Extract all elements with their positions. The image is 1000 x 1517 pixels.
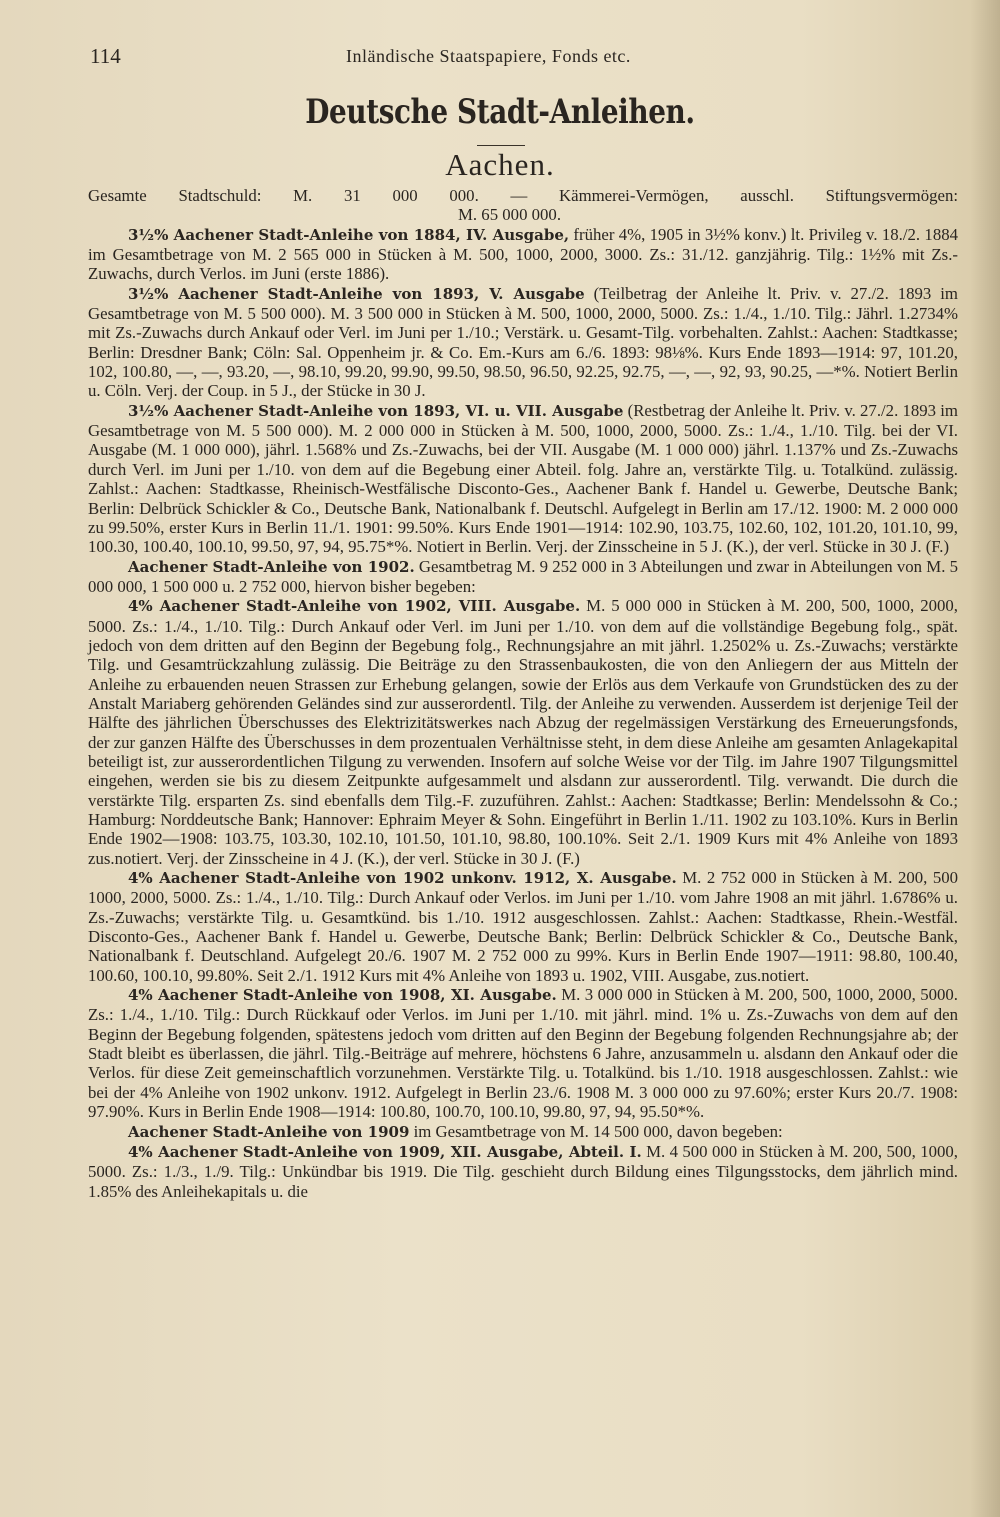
bond-entry — [88, 557, 958, 597]
bond-entry — [88, 401, 958, 557]
page-number: 114 — [90, 44, 121, 68]
debt-summary-continuation: M. 65 000 000. — [458, 205, 562, 225]
bond-entry-text: (Restbetrag der Anleihe lt. Priv. v. 27./2. 1893 im Gesamtbetrage von M. 5 500 000). M. 2 000 000 in Stücken à M. 500, 1000, 2000, 5000. Zs.: 1./4., 1./10. Tilg. bei der VI. Ausgabe (M. 1 000 000), jährl. 1.568% und Zs.-Zuwachs, bei der VII. Ausgabe (M. 1 000 000) jährl. 1.137% und Zs.-Zuwachs durch Verl. im Juni per 1./10. von dem auf die Begebung einer Abteil. folg. Jahre an, verstärkte Tilg. u. Totalkünd. zulässig. Zahlst.: Aachen: Stadtkasse, Rheinisch-Westfälische Disconto-Ges., Aachener Bank f. Handel u. Gewerbe, Deutsche Bank; Berlin: Delbrück Schickler & Co., Deutsche Bank, Nationalbank f. Deutschl. Aufgelegt in Berlin am 17./12. 1900: M. 2 000 000 zu 99.50%, erster Kurs in Berlin 11./1. 1901: 99.50%. Kurs Ende 1901—1914: 102.90, 103.75, 102.60, 102, 101.20, 101.10, 99, 100.30, 100.40, 100.10, 99.50, 97, 94, 95.75*%. Notiert in Berlin. Verj. der Zinsscheine in 5 J. (K.), der verl. Stücke in 30 J. (F.) — [88, 400, 958, 557]
debt-summary-line: Gesamte Stadtschuld: M. 31 000 000. — Kämmerei-Vermögen, ausschl. Stiftungsvermögen: — [88, 186, 958, 205]
bond-entry-text: (Teilbetrag der Anleihe lt. Priv. v. 27./2. 1893 im Gesamtbetrage von M. 5 500 000). M. 3 500 000 in Stücken à M. 500, 1000, 2000, 5000. Zs.: 1./4., 1./10. Tilg.: Jährl. 1.2734% mit Zs.-Zuwachs durch Ankauf oder Verl. im Juni per 1./10.; Verstärk. u. Gesamt-Tilg. vorbehalten. Zahlst.: Aachen: Stadtkasse; Berlin: Dresdner Bank; Cöln: Sal. Oppenheim jr. & Co. Em.-Kurs am 6./6. 1893: 98⅛%. Kurs Ende 1893—1914: 97, 101.20, 102, 100.80, —, —, 93.20, —, 98.10, 99.20, 99.90, 99.50, 98.50, 96.50, 92.25, 92.75, —, —, 92, 93, 90.25, —*%. Notiert Berlin u. Cöln. Verj. der Coup. in 5 J., der Stücke in 30 J. — [88, 283, 958, 401]
bond-entry-title: 4% Aachener Stadt-Anleihe von 1909, XII. Ausgabe, Abteil. I. — [128, 1142, 642, 1161]
bond-entry-text: früher 4%, 1905 in 3½% konv.) lt. Privileg v. 18./2. 1884 im Gesamtbetrage von M. 2 565 000 in Stücken à M. 500, 1000, 2000, 3000. Zs.: 31./12. ganzjährig. Tilg.: 1½% mit Zs.-Zuwachs, durch Verlos. im Juni (erste 1886). — [88, 224, 958, 284]
running-title: Inländische Staatspapiere, Fonds etc. — [346, 46, 631, 66]
city-heading: Aachen. — [445, 147, 555, 182]
bond-entry-title: Aachener Stadt-Anleihe von 1902. — [128, 557, 415, 576]
title-rule — [477, 145, 525, 146]
bond-entry-title: 3½% Aachener Stadt-Anleihe von 1884, IV. Ausgabe, — [128, 225, 570, 244]
bond-entry-text: im Gesamtbetrage von M. 14 500 000, davon begeben: — [409, 1121, 783, 1141]
bond-entry-title: 4% Aachener Stadt-Anleihe von 1902 unkonv. 1912, X. Ausgabe. — [128, 869, 677, 888]
bond-entry — [88, 596, 958, 868]
bond-entry-title: 4% Aachener Stadt-Anleihe von 1902, VIII. Ausgabe. — [128, 597, 581, 616]
bond-entry-title: Aachener Stadt-Anleihe von 1909 — [128, 1122, 410, 1141]
page-spine-shadow — [970, 0, 1000, 1517]
bond-entry — [88, 985, 958, 1121]
bond-entry-title: 3½% Aachener Stadt-Anleihe von 1893, VI. u. VII. Ausgabe — [128, 401, 624, 420]
bond-entry-text: M. 3 000 000 in Stücken à M. 200, 500, 1000, 2000, 5000. Zs.: 1./4., 1./10. Tilg.: Durch Rückkauf oder Verlos. im Juni per 1./10. mit jährl. mind. 1% u. Zs.-Zuwachs von dem auf den Beginn der Begebung folgenden, spätestens jedoch vom dritten auf den Beginn der Begebung folgenden Rechnungsjahre ab; der Stadt bleibt es überlassen, die jährl. Tilg.-Beiträge auf mehrere, höchstens 6 Jahre, anzusammeln u. alsdann den Ankauf oder die Verlos. für diese Zeit gemeinschaftlich vorzunehmen. Verstärkte Tilg. u. Totalkünd. bis 1./10. 1918 ausgeschlossen. Zahlst.: wie bei der 4% Anleihe von 1902 unkonv. 1912. Aufgelegt in Berlin 23./6. 1908 M. 3 000 000 zu 97.60%; erster Kurs 20./7. 1908: 97.90%. Kurs in Berlin Ende 1908—1914: 100.80, 100.70, 100.10, 99.80, 97, 94, 95.50*%. — [88, 985, 958, 1122]
bond-entry-text: M. 5 000 000 in Stücken à M. 200, 500, 1000, 2000, 5000. Zs.: 1./4., 1./10. Tilg.: Durch Ankauf oder Verl. im Juni per 1./10. von dem auf die vollständige Begebung folg., spät. jedoch von dem dritten auf den Beginn der Begebung folg., Rechnungsjahre an mit jährl. 1.2502% u. Zs.-Zuwachs; verstärkte Tilg. und Gesamtrückzahlung zulässig. Die Beiträge zu den Strassenbaukosten, die von den Anliegern der aus Mitteln der Anleihe zu erbauenden neuen Strassen zur Erhebung gelangen, sowie der Erlös aus dem Verkaufe von Grundstücken des zu der Anstalt Mariaberg gehörenden Geländes sind zur ausserordentl. Tilg. der Anleihe zu verwenden. Ausserdem ist derjenige Teil der Hälfte des jährlichen Überschusses des Elektrizitätswerkes nach Abzug der regelmässigen Verstärkung des Erneuerungsfonds, der zur ganzen Hälfte des Überschusses in dem prozentualen Verhältnisse steht, in dem diese Anleihe am gesamten Anlagekapital beteiligt ist, zur ausserordentlichen Tilgung zu verwenden. Insofern auf solche Weise vor der Tilg. im Jahre 1907 Tilgungsmittel eingehen, werden sie bis zu diesem Zeitpunkte aufgesammelt und alsdann zur ausserordentl. Tilg. verwandt. Die durch die verstärkte Tilg. ersparten Zs. sind ebenfalls dem Tilg.-F. zuzuführen. Zahlst.: Aachen: Stadtkasse; Berlin: Mendelssohn & Co.; Hamburg: Norddeutsche Bank; Hannover: Ephraim Meyer & Sohn. Eingeführt in Berlin 1./11. 1902 zu 103.10%. Kurs in Berlin Ende 1902—1908: 103.75, 103.30, 102.10, 101.50, 101.10, 98.80, 100.10%. Seit 2./1. 1909 Kurs mit 4% Anleihe von 1893 zus.notiert. Verj. der Zinsscheine in 4 J. (K.), der verl. Stücke in 30 J. (F.) — [88, 596, 958, 868]
bond-entry-text: M. 2 752 000 in Stücken à M. 200, 500 1000, 2000, 5000. Zs.: 1./4., 1./10. Tilg.: Durch Ankauf oder Verlos. im Juni per 1./10. vom Jahre 1908 an mit jährl. 1.6786% u. Zs.-Zuwachs; verstärkte Tilg. u. Gesamtkünd. bis 1./10. 1912 ausgeschlossen. Zahlst.: Aachen: Stadtkasse, Rhein.-Westfäl. Disconto-Ges., Aachener Bank f. Handel u. Gewerbe, Deutsche Bank; Berlin: Delbrück Schickler & Co., Deutsche Bank, Nationalbank f. Deutschland. Aufgelegt 20./6. 1907 M. 2 752 000 zu 99%. Kurs in Berlin Ende 1907—1911: 98.80, 100.40, 100.60, 100.10, 99.80%. Seit 2./1. 1912 Kurs mit 4% Anleihe von 1893 u. 1902, VIII. Ausgabe, zus.notiert. — [88, 868, 959, 985]
bond-entry — [88, 284, 958, 401]
bond-entry — [88, 1122, 958, 1142]
bond-entry-text: M. 4 500 000 in Stücken à M. 200, 500, 1000, 5000. Zs.: 1./3., 1./9. Tilg.: Unkündbar bis 1919. Die Tilg. geschieht durch Bildung eines Tilgungsstocks, dem jährlich mind. 1.85% des Anleihekapitals u. die — [88, 1141, 958, 1201]
page-header — [90, 44, 960, 70]
section-title: Deutsche Stadt-Anleihen. — [305, 92, 695, 132]
bond-entry — [88, 868, 958, 985]
body-text — [88, 186, 958, 1201]
bond-entry — [88, 225, 958, 284]
bond-entry — [88, 1142, 958, 1201]
bond-entry-text: Gesamtbetrag M. 9 252 000 in 3 Abteilungen und zwar in Abteilungen von M. 5 000 000, 1 500 000 u. 2 752 000, hiervon bisher begeben: — [88, 556, 958, 596]
bond-entry-title: 3½% Aachener Stadt-Anleihe von 1893, V. Ausgabe — [128, 284, 585, 303]
bond-entry-title: 4% Aachener Stadt-Anleihe von 1908, XI. Ausgabe. — [128, 986, 557, 1005]
